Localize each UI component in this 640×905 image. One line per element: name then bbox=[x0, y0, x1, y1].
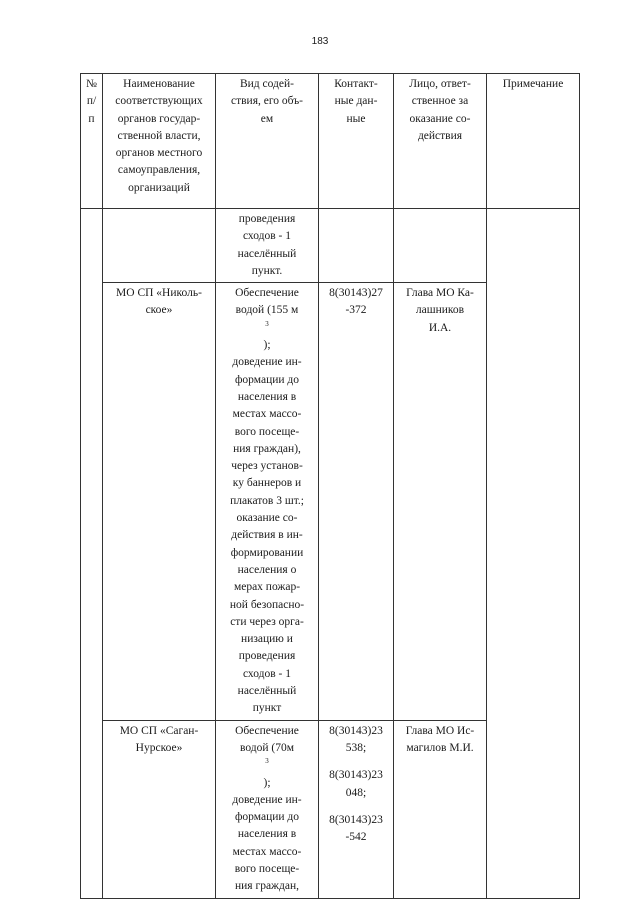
contacts-cell: 8(30143)23 538; 8(30143)23 048; 8(30143)23 -542 bbox=[319, 720, 394, 898]
header-responsible-person: Лицо, ответ- ственное за оказание со- действия bbox=[394, 74, 487, 209]
header-assistance-type: Вид содей- ствия, его объ- ем bbox=[216, 74, 319, 209]
contacts-cell: 8(30143)27 -372 bbox=[319, 283, 394, 720]
organization-cell: МО СП «Саган- Нурское» bbox=[103, 720, 216, 898]
measures-table bbox=[80, 73, 580, 899]
header-contacts: Контакт- ные дан- ные bbox=[319, 74, 394, 209]
organization-cell bbox=[103, 209, 216, 283]
responsible-cell: Глава МО Ис- магилов М.И. bbox=[394, 720, 487, 898]
table-header-row bbox=[81, 74, 580, 209]
assistance-cell: Обеспечение водой (155 м $^3$ ); доведение ин- формации до населения в местах массо- вого посеще- ния граждан), через установ- ку баннеров и плакатов 3 шт.; оказание со- действия в ин- формировании населения о мерах пожар- ной безопасно- сти через орга- низацию и проведения сходов - 1 населённый пункт bbox=[216, 283, 319, 720]
header-number: № п/ п bbox=[81, 74, 103, 209]
organization-cell: МО СП «Николь- ское» bbox=[103, 283, 216, 720]
contacts-cell bbox=[319, 209, 394, 283]
row-number-cell bbox=[81, 209, 103, 899]
assistance-cell: проведения сходов - 1 населённый пункт. bbox=[216, 209, 319, 283]
responsible-cell: Глава МО Ка- лашников И.А. bbox=[394, 283, 487, 720]
note-cell bbox=[487, 209, 580, 899]
header-note: Примечание bbox=[487, 74, 580, 209]
responsible-cell bbox=[394, 209, 487, 283]
header-organization: Наименование соответствующих органов государ- ственной власти, органов местного самоуправления, организаций bbox=[103, 74, 216, 209]
page-number: 183 bbox=[311, 36, 329, 47]
assistance-cell: Обеспечение водой (70м $^3$ ); доведение ин- формации до населения в местах массо- вого посеще- ния граждан, bbox=[216, 720, 319, 898]
table-row bbox=[81, 209, 580, 283]
